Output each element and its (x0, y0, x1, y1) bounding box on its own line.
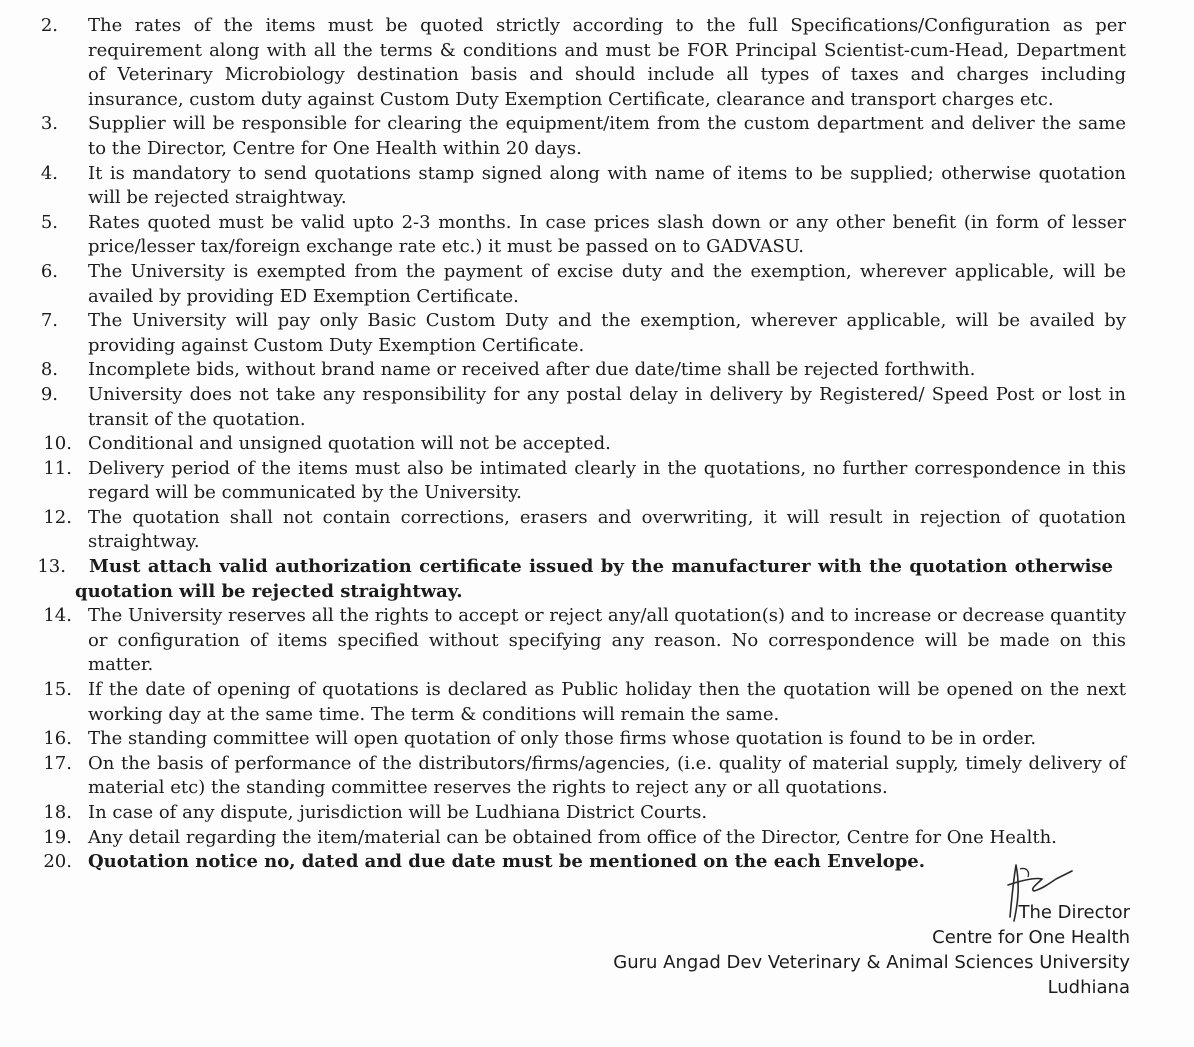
item-number: 11. (43, 457, 72, 479)
list-item (0, 555, 1194, 604)
list-item (0, 162, 1194, 211)
list-item (0, 432, 1194, 457)
item-number: 14. (43, 605, 72, 627)
list-item (0, 309, 1194, 358)
list-item (0, 752, 1194, 801)
item-text: If the date of opening of quotations is declared as Public holiday then the quotation will be opened on the next working day at the same time. The term & conditions will remain the same. (88, 679, 1126, 725)
item-number: 20. (43, 851, 72, 873)
item-number: 7. (40, 310, 58, 332)
item-number: 19. (43, 826, 72, 848)
item-number: 9. (40, 383, 58, 405)
signatory-university: Guru Angad Dev Veterinary & Animal Sciences University (613, 952, 1130, 973)
list-item (0, 358, 1194, 383)
item-number: 8. (40, 359, 58, 381)
item-text: University does not take any responsibility for any postal delay in delivery by Registered/ Speed Post or lost in transit of the quotation. (88, 383, 1126, 430)
list-item (0, 14, 1194, 112)
item-text: Conditional and unsigned quotation will not be accepted. (88, 433, 611, 455)
list-item (0, 457, 1194, 506)
list-item (0, 211, 1194, 260)
item-number: 3. (40, 113, 58, 135)
item-text: Supplier will be responsible for clearing the equipment/item from the custom department and deliver the same to the Director, Centre for One Health within 20 days. (88, 113, 1126, 159)
item-text: Quotation notice no, dated and due date must be mentioned on the each Envelope. (88, 851, 926, 873)
item-text: In case of any dispute, jurisdiction will be Ludhiana District Courts. (88, 802, 708, 823)
item-text: Delivery period of the items must also be intimated clearly in the quotations, no further correspondence in this regard will be communicated by the University. (88, 457, 1126, 504)
list-item (0, 506, 1194, 555)
list-item (0, 727, 1194, 752)
item-number: 16. (43, 728, 72, 750)
item-number: 17. (43, 752, 72, 774)
signatory-city: Ludhiana (1047, 977, 1130, 998)
item-number: 13. (37, 556, 66, 578)
item-number: 5. (40, 211, 58, 233)
item-number: 18. (43, 802, 72, 823)
signature-block (613, 900, 1130, 1000)
item-number: 6. (40, 260, 58, 282)
list-item (0, 604, 1194, 678)
item-text: The rates of the items must be quoted strictly according to the full Specifications/Configuration as per requirement along with all the terms & conditions and must be FOR Principal Scientist-cum-Head, Department of Veterinary Microbiology destination basis and should include all types of taxes and charges including insurance, custom duty against Custom Duty Exemption Certificate, clearance and transport charges etc. (88, 15, 1126, 110)
list-item (0, 260, 1194, 309)
item-number: 15. (43, 679, 72, 701)
item-number: 4. (40, 162, 58, 184)
list-item (0, 383, 1194, 432)
item-text: On the basis of performance of the distributors/firms/agencies, (i.e. quality of material supply, timely delivery of material etc) the standing committee reserves the rights to reject any or all quotations. (88, 752, 1126, 799)
item-text: It is mandatory to send quotations stamp signed along with name of items to be supplied; otherwise quotation will be rejected straightway. (88, 162, 1126, 209)
item-text: Any detail regarding the item/material can be obtained from office of the Director, Centre for One Health. (88, 826, 1057, 848)
terms-list (0, 14, 1194, 875)
item-number: 12. (43, 506, 72, 528)
list-item (0, 678, 1194, 727)
list-item (0, 801, 1194, 826)
signatory-title: The Director (1018, 902, 1130, 923)
item-text: The standing committee will open quotation of only those firms whose quotation is found to be in order. (88, 728, 1037, 750)
item-number: 2. (40, 15, 58, 36)
item-text: The University reserves all the rights to accept or reject any/all quotation(s) and to increase or decrease quantity or configuration of items specified without specifying any reason. No correspondence will be made on this matter. (88, 605, 1127, 676)
signatory-centre: Centre for One Health (932, 927, 1130, 948)
item-text: Rates quoted must be valid upto 2-3 months. In case prices slash down or any other benefit (in form of lesser price/lesser tax/foreign exchange rate etc.) it must be passed on to GADVASU. (88, 211, 1126, 258)
item-text: The University will pay only Basic Custom Duty and the exemption, wherever applicable, will be availed by providing against Custom Duty Exemption Certificate. (88, 310, 1126, 356)
list-item (0, 826, 1194, 851)
item-text: Must attach valid authorization certificate issued by the manufacturer with the quotation otherwise quotation will be rejected straightway. (75, 556, 1113, 602)
item-number: 10. (43, 433, 72, 455)
item-text: Incomplete bids, without brand name or received after due date/time shall be rejected forthwith. (88, 359, 976, 381)
item-text: The University is exempted from the payment of excise duty and the exemption, wherever applicable, will be availed by providing ED Exemption Certificate. (88, 260, 1126, 307)
list-item (0, 112, 1194, 161)
item-text: The quotation shall not contain corrections, erasers and overwriting, it will result in rejection of quotation straightway. (88, 506, 1126, 553)
